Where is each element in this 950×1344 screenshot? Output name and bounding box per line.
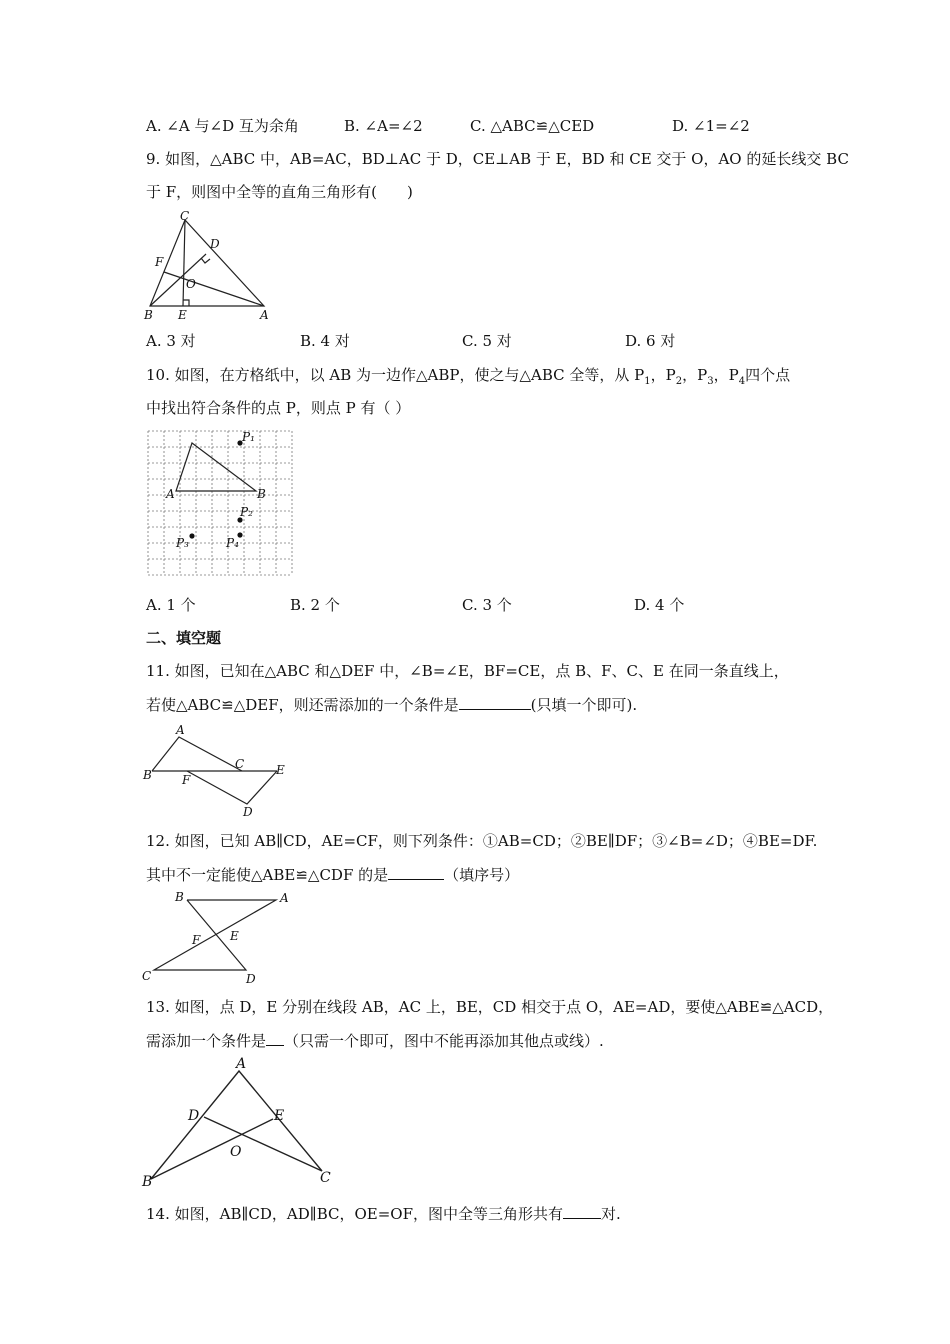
q10-option-b: B. 2 个: [290, 596, 340, 614]
q14-text-line1: [146, 1203, 621, 1224]
q11-text-line1: 11. 如图，已知在△ABC 和△DEF 中，∠B=∠E，BF=CE，点 B、F、C、E 在同一条直线上，: [146, 662, 789, 680]
q9-label-f: F: [155, 255, 164, 269]
q10-label-p2: P₂: [240, 505, 253, 519]
q10-text-line1: [146, 365, 790, 392]
q13-label-e: E: [274, 1108, 285, 1124]
q13-label-b: B: [142, 1174, 153, 1190]
q10-sub-2: 2: [675, 376, 683, 387]
q10-sep-3: ，: [713, 366, 729, 384]
q10-sep-1: ，P: [650, 366, 676, 384]
q10-label-p3: P₃: [176, 536, 189, 550]
q10-text-suffix: 四个点: [745, 366, 791, 384]
q12-label-a: A: [280, 891, 289, 905]
q10-option-d: D. 4 个: [634, 596, 685, 614]
q9-label-e: E: [178, 308, 187, 322]
q10-grid-figure: [145, 428, 301, 584]
q9-label-a: A: [260, 308, 269, 322]
q13-label-a: A: [236, 1056, 247, 1072]
q11-label-e: E: [276, 763, 285, 777]
q13-text-a: 需添加一个条件是: [146, 1032, 267, 1050]
q9-label-b: B: [144, 308, 153, 322]
q10-label-a: A: [166, 487, 175, 501]
q8-option-d: D. ∠1=∠2: [672, 117, 750, 135]
q12-text-b: （填序号）: [444, 866, 520, 884]
q10-option-a: A. 1 个: [146, 596, 196, 614]
q11-label-d: D: [243, 805, 253, 819]
q9-option-a: A. 3 对: [146, 332, 196, 350]
q12-figure: [140, 888, 300, 988]
q9-option-b: B. 4 对: [300, 332, 350, 350]
q11-text-a: 若使△ABC≌△DEF，则还需添加的一个条件是: [146, 696, 459, 714]
q14-text-a: 14. 如图，AB∥CD，AD∥BC，OE=OF，图中全等三角形共有: [146, 1205, 563, 1223]
q8-option-a: A. ∠A 与∠D 互为余角: [146, 117, 299, 135]
q9-option-d: D. 6 对: [625, 332, 676, 350]
q11-label-f: F: [182, 773, 191, 787]
q10-label-b: B: [257, 487, 266, 501]
q13-text-b: （只需一个即可，图中不能再添加其他点或线）.: [284, 1032, 604, 1050]
q13-label-d: D: [188, 1108, 200, 1124]
q12-text-line2: [146, 864, 519, 885]
q13-label-c: C: [320, 1170, 331, 1186]
q10-text-prefix: 10. 如图，在方格纸中，以 AB 为一边作△ABP，使之与△ABC 全等，从 P: [146, 366, 645, 384]
q10-sep-2: ，P: [682, 366, 708, 384]
q12-label-e: E: [230, 929, 239, 943]
q13-text-line1: 13. 如图，点 D，E 分别在线段 AB，AC 上，BE，CD 相交于点 O，AE=AD，要使△ABE≌△ACD，: [146, 998, 834, 1016]
q11-label-c: C: [235, 757, 245, 771]
q10-sub-1: 1: [644, 376, 651, 387]
q10-p4: P: [728, 366, 739, 384]
q10-option-c: C. 3 个: [462, 596, 512, 614]
q9-text-line1: 9. 如图，△ABC 中，AB=AC，BD⊥AC 于 D，CE⊥AB 于 E，BD 和 CE 交于 O，AO 的延长线交 BC: [146, 150, 849, 168]
q10-sub-4: 4: [738, 376, 746, 387]
q12-label-d: D: [246, 972, 256, 986]
q9-text-line2: 于 F，则图中全等的直角三角形有( ): [146, 183, 413, 201]
q13-answer-blank[interactable]: [266, 1030, 284, 1046]
q12-text-line1: 12. 如图，已知 AB∥CD，AE=CF，则下列条件：①AB=CD；②BE∥DF；③∠B=∠D；④BE=DF.: [146, 832, 818, 850]
q9-triangle-figure: [140, 208, 280, 320]
q11-answer-blank[interactable]: [459, 694, 531, 710]
q12-label-b: B: [175, 890, 184, 904]
q12-text-a: 其中不一定能使△ABE≌△CDF 的是: [146, 866, 389, 884]
q14-text-b: 对.: [601, 1205, 621, 1223]
q10-label-p4: P₄: [226, 536, 239, 550]
q10-point-p3: [189, 533, 194, 538]
q10-label-p1: P₁: [242, 430, 255, 444]
q12-label-c: C: [142, 969, 152, 983]
q12-label-f: F: [192, 933, 201, 947]
section2-title: 二、填空题: [146, 629, 222, 647]
q14-answer-blank[interactable]: [563, 1203, 601, 1219]
q8-option-b: B. ∠A=∠2: [344, 117, 423, 135]
q11-label-a: A: [176, 723, 185, 737]
q13-text-line2: [146, 1030, 604, 1051]
q11-text-line2: [146, 694, 637, 715]
q13-label-o: O: [230, 1144, 242, 1160]
q9-label-o: O: [186, 277, 196, 291]
q9-option-c: C. 5 对: [462, 332, 512, 350]
q9-label-c: C: [180, 209, 190, 223]
q11-text-b: (只填一个即可).: [530, 696, 638, 714]
q10-sub-3: 3: [707, 376, 714, 387]
q13-figure: [140, 1056, 340, 1190]
q9-label-d: D: [210, 237, 220, 251]
q11-label-b: B: [143, 768, 152, 782]
q11-figure: [142, 723, 292, 819]
q10-text-line2: 中找出符合条件的点 P，则点 P 有（ ）: [146, 399, 411, 417]
q12-answer-blank[interactable]: [388, 864, 444, 880]
q8-option-c: C. △ABC≌△CED: [470, 117, 595, 135]
